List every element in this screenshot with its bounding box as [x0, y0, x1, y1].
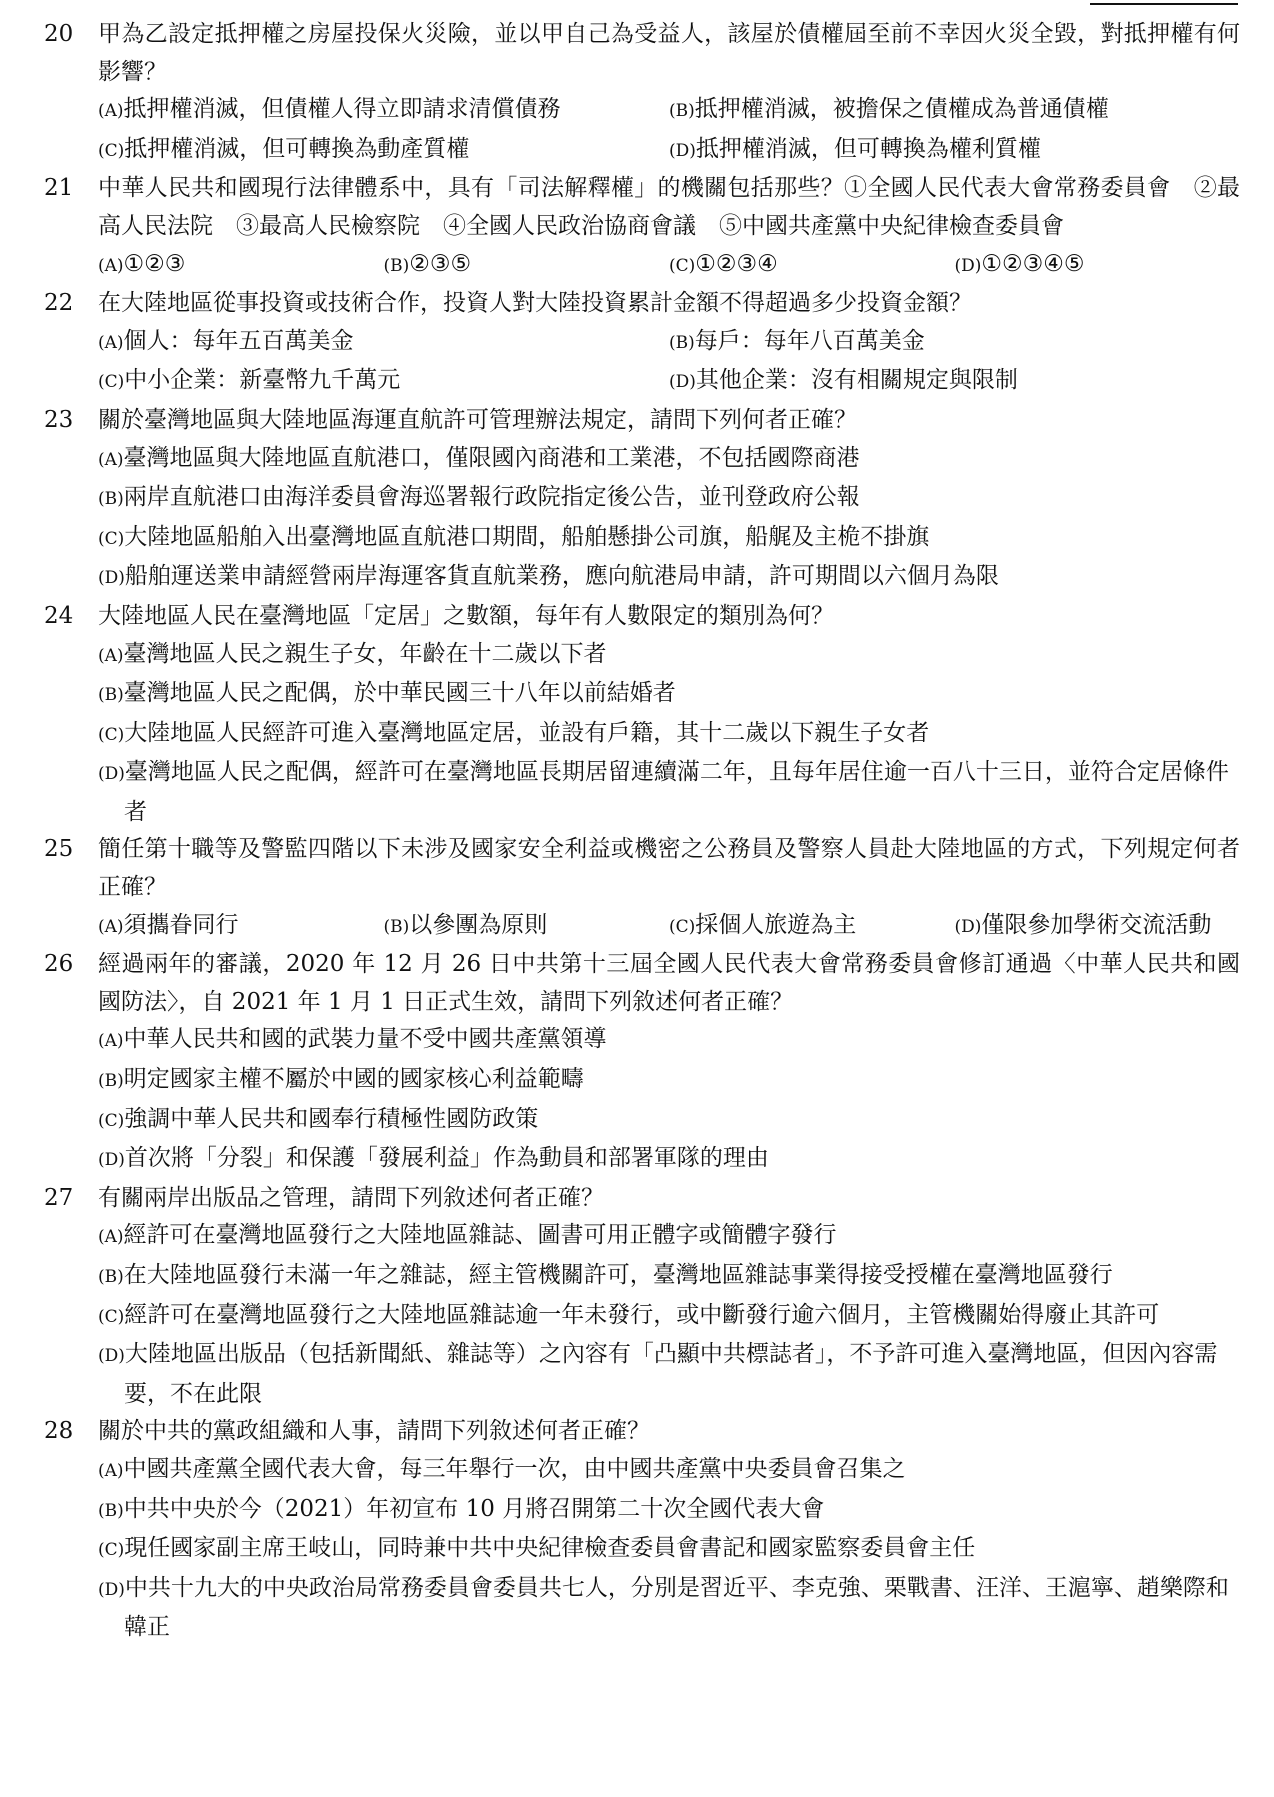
question-number: 24 — [44, 602, 74, 629]
option-mark: (B) — [383, 916, 410, 937]
option-c[interactable] — [98, 519, 1240, 559]
question-text: 關於中共的黨政組織和人事，請問下列敘述何者正確？ — [98, 1418, 650, 1445]
option-mark: (B) — [98, 489, 124, 510]
header-rule — [1090, 3, 1238, 5]
question-22 — [44, 285, 1240, 402]
option-mark: (A) — [98, 332, 124, 353]
question-text: 關於臺灣地區與大陸地區海運直航許可管理辦法規定，請問下列何者正確？ — [98, 406, 857, 433]
question-number: 26 — [44, 951, 74, 978]
question-text: 簡任第十職等及警監四階以下未涉及國家安全利益或機密之公務員及警察人員赴大陸地區的方式，下列規定何者正確？ — [98, 836, 1240, 901]
question-text: 大陸地區人民在臺灣地區「定居」之數額，每年有人數限定的類別為何？ — [98, 602, 834, 629]
option-text: 大陸地區出版品（包括新聞紙、雜誌等）之內容有「凸顯中共標誌者」，不予許可進入臺灣地區，但因內容需要，不在此限 — [124, 1341, 1218, 1407]
option-a[interactable] — [98, 440, 1240, 480]
option-mark: (C) — [669, 255, 696, 276]
option-text: 大陸地區船舶入出臺灣地區直航港口期間，船舶懸掛公司旗，船艉及主桅不掛旗 — [124, 523, 930, 550]
option-a[interactable] — [98, 323, 669, 363]
option-b[interactable] — [98, 479, 1240, 519]
option-mark: (D) — [669, 140, 696, 161]
option-text: ①②③④ — [695, 250, 778, 277]
option-mark: (C) — [98, 140, 125, 161]
option-text: ①②③④⑤ — [981, 250, 1085, 277]
option-mark: (A) — [98, 1460, 124, 1481]
option-group — [98, 91, 1240, 170]
option-group — [98, 907, 1240, 947]
option-d[interactable] — [98, 1336, 1240, 1413]
option-d[interactable] — [669, 362, 1240, 402]
question-24 — [44, 598, 1240, 832]
option-mark: (A) — [98, 1031, 124, 1052]
option-a[interactable] — [98, 1217, 1240, 1257]
option-text: 在大陸地區發行未滿一年之雜誌，經主管機關許可，臺灣地區雜誌事業得接受授權在臺灣地區發行 — [123, 1262, 1113, 1288]
option-b[interactable] — [384, 907, 670, 947]
question-number: 27 — [44, 1184, 74, 1211]
option-mark: (C) — [98, 528, 125, 549]
option-b[interactable] — [98, 1491, 1240, 1531]
option-text: 明定國家主權不屬於中國的國家核心利益範疇 — [123, 1066, 584, 1093]
option-text: 中華人民共和國的武裝力量不受中國共產黨領導 — [123, 1026, 607, 1053]
question-20 — [44, 16, 1240, 170]
option-text: 臺灣地區人民之配偶，經許可在臺灣地區長期居留連續滿二年，且每年居住逾一百八十三日，並符合定居條件者 — [124, 759, 1229, 825]
option-text: 臺灣地區人民之配偶，於中華民國三十八年以前結婚者 — [123, 680, 676, 707]
question-23 — [44, 402, 1240, 598]
option-d[interactable] — [955, 246, 1241, 286]
question-number: 25 — [44, 836, 74, 863]
option-group — [98, 246, 1240, 286]
option-a[interactable] — [98, 246, 384, 286]
question-28 — [44, 1413, 1240, 1647]
question-text: 甲為乙設定抵押權之房屋投保火災險，並以甲自己為受益人，該屋於債權屆至前不幸因火災全毀，對抵押權有何影響？ — [98, 21, 1240, 85]
option-group — [98, 1217, 1240, 1413]
option-c[interactable] — [98, 362, 669, 402]
option-text: ①②③ — [123, 250, 186, 277]
option-mark: (D) — [98, 764, 125, 785]
option-text: 抵押權消滅，但可轉換為動產質權 — [124, 135, 470, 162]
option-mark: (B) — [98, 685, 124, 706]
option-text: 經許可在臺灣地區發行之大陸地區雜誌逾一年未發行，或中斷發行逾六個月，主管機關始得廢止其許可 — [124, 1301, 1160, 1328]
option-mark: (D) — [98, 568, 125, 589]
option-c[interactable] — [669, 907, 955, 947]
question-list — [44, 16, 1240, 1647]
option-b[interactable] — [384, 246, 670, 286]
option-text: 每戶：每年八百萬美金 — [694, 327, 925, 354]
option-group — [98, 440, 1240, 598]
option-text: 抵押權消滅，但可轉換為權利質權 — [695, 135, 1041, 162]
option-mark: (D) — [98, 1346, 125, 1367]
question-number: 20 — [44, 21, 74, 47]
option-text: 須攜眷同行 — [123, 911, 239, 938]
option-text: 中共十九大的中央政治局常務委員會委員共七人，分別是習近平、李克強、栗戰書、汪洋、王滬寧、趙樂際和韓正 — [124, 1574, 1229, 1641]
option-mark: (A) — [98, 449, 124, 470]
question-text: 有關兩岸出版品之管理，請問下列敘述何者正確？ — [98, 1184, 604, 1211]
question-text: 經過兩年的審議，2020 年 12 月 26 日中共第十三屆全國人民代表大會常務委員會修訂通過〈中華人民共和國國防法〉，自 2021 年 1 月 1 日正式生效，請問下列敘述何者正確？ — [98, 951, 1240, 1015]
option-b[interactable] — [98, 675, 1240, 715]
option-text: 抵押權消滅，被擔保之債權成為普通債權 — [694, 96, 1109, 123]
option-mark: (D) — [669, 372, 696, 393]
option-mark: (C) — [98, 1110, 125, 1131]
option-group — [98, 323, 1240, 402]
option-text: 強調中華人民共和國奉行積極性國防政策 — [124, 1105, 539, 1132]
option-a[interactable] — [98, 91, 669, 131]
option-text: 採個人旅遊為主 — [695, 911, 857, 938]
option-mark: (B) — [669, 332, 695, 353]
question-26 — [44, 946, 1240, 1180]
option-mark: (A) — [98, 645, 124, 666]
option-c[interactable] — [98, 1297, 1240, 1337]
option-c[interactable] — [98, 715, 1240, 755]
option-group — [98, 1021, 1240, 1179]
option-mark: (B) — [383, 255, 410, 276]
option-mark: (C) — [669, 916, 696, 937]
option-b[interactable] — [98, 1061, 1240, 1101]
option-d[interactable] — [955, 907, 1241, 947]
option-mark: (A) — [98, 916, 124, 937]
option-d[interactable] — [669, 131, 1240, 171]
option-text: 僅限參加學術交流活動 — [981, 911, 1212, 938]
question-number: 28 — [44, 1418, 74, 1445]
question-number: 23 — [44, 406, 74, 433]
option-a[interactable] — [98, 1451, 1240, 1491]
option-a[interactable] — [98, 636, 1240, 676]
option-c[interactable] — [669, 246, 955, 286]
option-mark: (C) — [98, 724, 125, 745]
option-text: 臺灣地區人民之親生子女，年齡在十二歲以下者 — [123, 640, 607, 667]
option-text: 臺灣地區與大陸地區直航港口，僅限國內商港和工業港，不包括國際商港 — [123, 444, 860, 471]
option-text: 抵押權消滅，但債權人得立即請求清償債務 — [123, 96, 561, 123]
option-b[interactable] — [98, 1257, 1240, 1297]
option-mark: (A) — [98, 255, 124, 276]
option-b[interactable] — [669, 91, 1240, 131]
option-mark: (B) — [98, 1267, 124, 1287]
option-c[interactable] — [98, 1101, 1240, 1141]
option-text: 現任國家副主席王岐山，同時兼中共中央紀律檢查委員會書記和國家監察委員會主任 — [124, 1535, 976, 1562]
question-21 — [44, 170, 1240, 285]
option-text: 中小企業：新臺幣九千萬元 — [124, 367, 401, 394]
option-text: ②③⑤ — [409, 250, 472, 277]
option-text: 個人：每年五百萬美金 — [123, 327, 354, 354]
option-text: 中國共產黨全國代表大會，每三年舉行一次，由中國共產黨中央委員會召集之 — [123, 1455, 906, 1482]
option-text: 中共中央於今（2021）年初宣布 10 月將召開第二十次全國代表大會 — [123, 1495, 825, 1522]
option-c[interactable] — [98, 131, 669, 171]
option-group — [98, 636, 1240, 832]
option-mark: (C) — [98, 1540, 125, 1561]
option-text: 其他企業：沒有相關規定與限制 — [695, 367, 1018, 394]
option-mark: (D) — [954, 255, 982, 276]
option-text: 經許可在臺灣地區發行之大陸地區雜誌、圖書可用正體字或簡體字發行 — [123, 1222, 837, 1249]
option-mark: (A) — [98, 101, 124, 122]
option-d[interactable] — [98, 1140, 1240, 1180]
option-mark: (D) — [98, 1150, 125, 1171]
option-b[interactable] — [669, 323, 1240, 363]
question-27 — [44, 1180, 1240, 1414]
question-text: 在大陸地區從事投資或技術合作，投資人對大陸投資累計金額不得超過多少投資金額？ — [98, 290, 972, 317]
option-mark: (D) — [954, 916, 982, 937]
option-d[interactable] — [98, 1570, 1240, 1647]
option-mark: (C) — [98, 1306, 125, 1327]
option-text: 以參團為原則 — [409, 911, 548, 938]
question-text: 中華人民共和國現行法律體系中，具有「司法解釋權」的機關包括那些？①全國人民代表大會常務委員會 ②最高人民法院 ③最高人民檢察院 ④全國人民政治協商會議 ⑤中國共產黨中央紀律檢查委員會 — [98, 175, 1240, 239]
option-group — [98, 1451, 1240, 1647]
option-text: 首次將「分裂」和保護「發展利益」作為動員和部署軍隊的理由 — [124, 1145, 769, 1172]
option-d[interactable] — [98, 754, 1240, 831]
option-d[interactable] — [98, 558, 1240, 598]
option-mark: (C) — [98, 372, 125, 393]
option-mark: (A) — [98, 1227, 124, 1248]
option-mark: (B) — [98, 1500, 124, 1521]
option-mark: (B) — [98, 1071, 124, 1092]
question-number: 21 — [44, 175, 74, 202]
option-mark: (D) — [98, 1579, 125, 1600]
question-number: 22 — [44, 290, 74, 317]
option-a[interactable] — [98, 907, 384, 947]
option-text: 船舶運送業申請經營兩岸海運客貨直航業務，應向航港局申請，許可期間以六個月為限 — [124, 563, 999, 590]
option-c[interactable] — [98, 1530, 1240, 1570]
option-mark: (B) — [669, 101, 695, 122]
option-text: 大陸地區人民經許可進入臺灣地區定居，並設有戶籍，其十二歲以下親生子女者 — [124, 719, 930, 746]
question-25 — [44, 831, 1240, 946]
option-a[interactable] — [98, 1021, 1240, 1061]
option-text: 兩岸直航港口由海洋委員會海巡署報行政院指定後公告，並刊登政府公報 — [123, 484, 860, 511]
